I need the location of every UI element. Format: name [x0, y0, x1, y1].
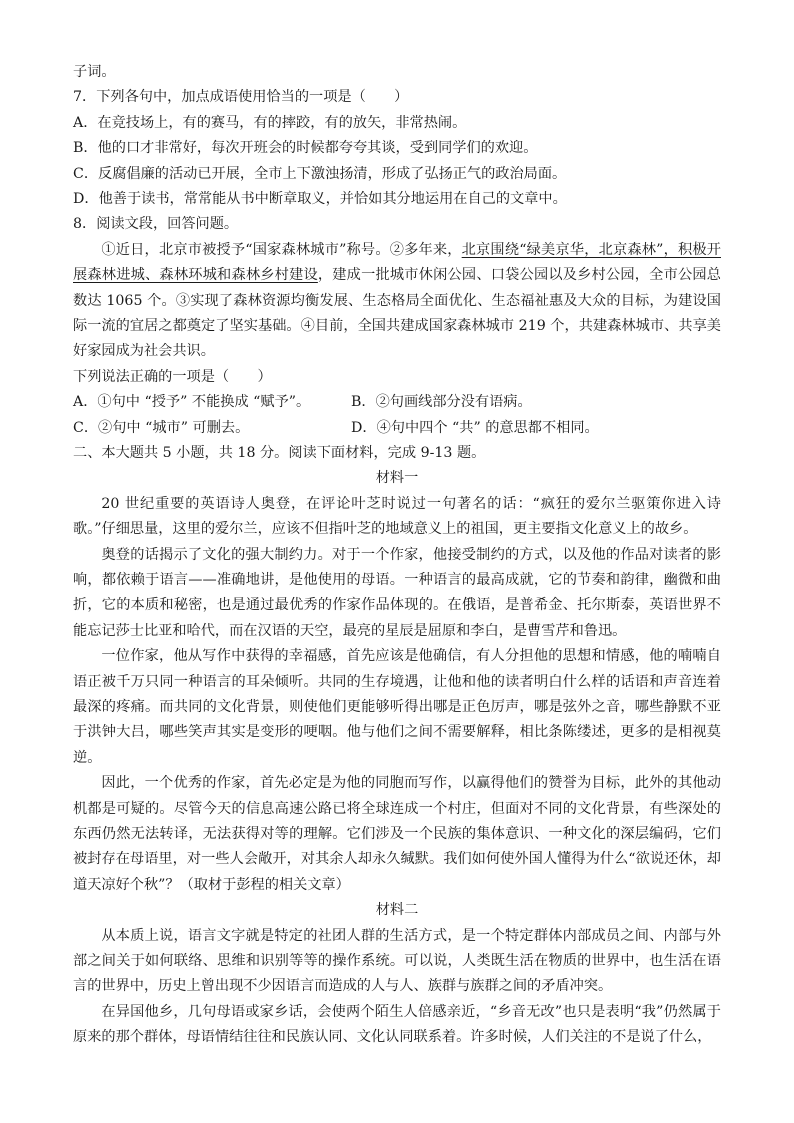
- q8-options-row-1: [73, 390, 721, 415]
- material-1-paragraph-1: 20 世纪重要的英语诗人奥登，在评论叶芝时说过一句著名的话：“疯狂的爱尔兰驱策你进入诗歌。”仔细思量，这里的爱尔兰，应该不但指叶芝的地域意义上的祖国，更主要指文化意义上的故乡。: [73, 495, 721, 538]
- exam-page: [73, 60, 721, 1051]
- material-2-paragraph-1: 从本质上说，语言文字就是特定的社团人群的生活方式，是一个特定群体内部成员之间、内部与外部之间关于如何联络、思维和识别等等的操作系统。可以说，人类既生活在物质的世界中，也生活在语言的世界中，历史上曾出现不少因语言而造成的人与人、族群与族群之间的矛盾冲突。: [73, 927, 721, 995]
- q8-options-row-2: [73, 416, 721, 441]
- q6-tail: 子词。: [73, 64, 116, 80]
- q8-passage-underlined: 北京围绕“绿美京华，北京森林”，积极开展森林进城、森林环城和森林乡村建设: [73, 241, 721, 284]
- q8-option-a: A．①句中 “授予” 不能换成 “赋予”。: [73, 394, 311, 411]
- material-1-paragraph-2: 奥登的话揭示了文化的强大制约力。对于一个作家，他接受制约的方式，以及他的作品对读者的影响，都依赖于语言——准确地讲，是他使用的母语。一种语言的最高成就，它的节奏和韵律，幽微和曲折，它的本质和秘密，也是通过最优秀的作家作品体现的。在俄语，是普希金、托尔斯泰，英语世界不能忘记莎士比亚和哈代，而在汉语的天空，最亮的星辰是屈原和李白，是曹雪芹和鲁迅。: [73, 546, 721, 639]
- section-2-header: 二、本大题共 5 小题，共 18 分。阅读下面材料，完成 9-13 题。: [73, 444, 486, 461]
- q8-passage: [73, 238, 721, 365]
- material-2-paragraph-2: 在异国他乡，几句母语或家乡话，会使两个陌生人倍感亲近，“乡音无改”也只是表明“我”仍然属于原来的那个群体，母语情结往往和民族认同、文化认同联系着。许多时候，人们关注的不是说了什么，: [73, 1003, 721, 1046]
- q7-option-a: A．在竞技场上，有的赛马，有的摔跤，有的放矢，非常热闹。: [73, 114, 467, 131]
- q8-option-d: D．④句中四个 “共” 的意思都不相同。: [351, 419, 599, 436]
- material-1-paragraph-3: 一位作家，他从写作中获得的幸福感，首先应该是他确信，有人分担他的思想和情感，他的喃喃自语正被千万只同一种语言的耳朵倾听。共同的生存境遇，让他和他的读者明白什么样的话语和声音连着最深的疼痛。而共同的文化背景，则使他们更能够听得出哪是正色厉声，哪是弦外之音，哪些静默不亚于洪钟大吕，哪些笑声其实是变形的哽咽。他与他们之间不需要解释，相比条陈缕述，更多的是相视莫逆。: [73, 648, 721, 766]
- material-1-paragraph-4: 因此，一个优秀的作家，首先必定是为他的同胞而写作，以赢得他们的赞誉为目标，此外的其他动机都是可疑的。尽管今天的信息高速公路已将全球连成一个村庄，但面对不同的文化背景，有些深处的东西仍然无法转译，无法获得对等的理解。它们涉及一个民族的集体意识、一种文化的深层编码，它们被封存在母语里，对一些人会敞开，对其余人却永久缄默。我们如何使外国人懂得为什么“欲说还休，却道天凉好个秋”？（取材于彭程的相关文章）: [73, 775, 721, 893]
- q8-option-b: B．②句画线部分没有语病。: [351, 394, 532, 411]
- q8-option-c: C．②句中 “城市” 可删去。: [73, 419, 250, 436]
- q8-question: 下列说法正确的一项是（ ）: [73, 368, 272, 385]
- q7-stem: 7．下列各句中，加点成语使用恰当的一项是（ ）: [73, 89, 409, 106]
- q7-option-d: D．他善于读书，常常能从书中断章取义，并恰如其分地运用在自己的文章中。: [73, 190, 567, 207]
- q8-stem: 8．阅读文段，回答问题。: [73, 216, 239, 233]
- material-2-title: 材料二: [375, 902, 419, 919]
- q8-passage-post: ，建成一批城市休闲公园、口袋公园以及乡村公园，全市公园总数达 1065 个。③实现了森林资源均衡发展、生态格局全面优化、生态福祉惠及大众的目标，为建设国际一流的宜居之都奠定了坚实基础。④目前，全国共建成国家森林城市 219 个，共建森林城市、共享美好家园成为社会共识。: [73, 267, 721, 360]
- q7-option-c: C．反腐倡廉的活动已开展，全市上下激浊扬清，形成了弘扬正气的政治局面。: [73, 165, 567, 182]
- material-1-title: 材料一: [375, 470, 419, 487]
- q7-option-b: B．他的口才非常好，每次开班会的时候都夸夸其谈，受到同学们的欢迎。: [73, 140, 538, 157]
- q8-passage-pre: ①近日，北京市被授予“国家森林城市”称号。②多年来，: [101, 241, 462, 258]
